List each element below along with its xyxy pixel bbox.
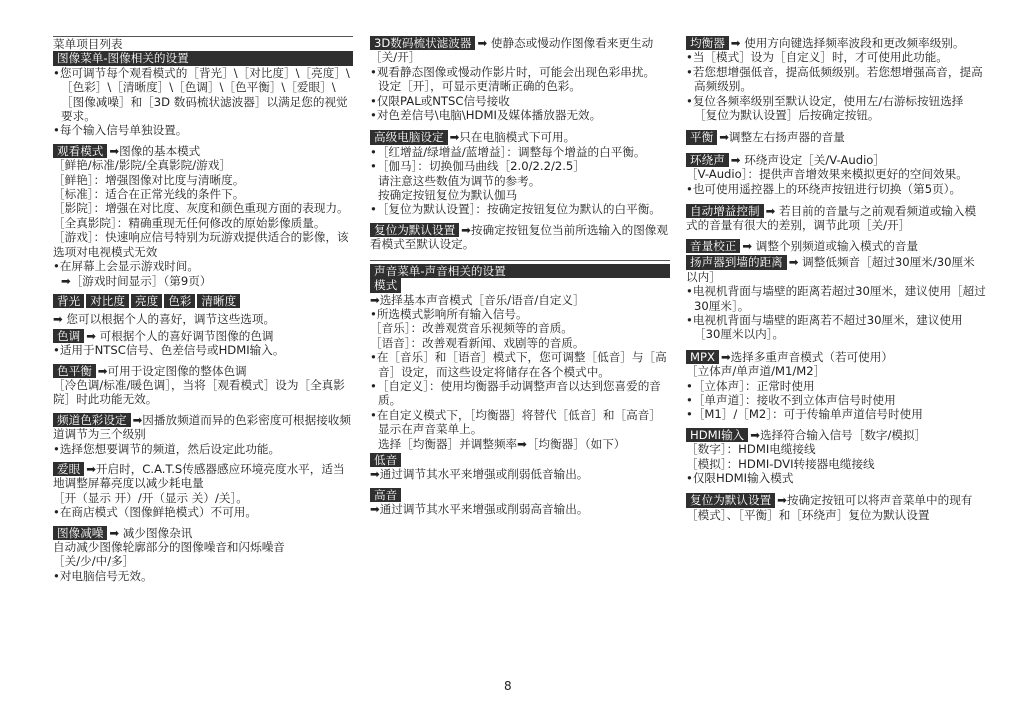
reset-sound-desc: ➡按确定按钮可以将声音菜单中的现有［模式］、［平衡］和［环绕声］复位为默认设置 [686,493,973,522]
eq-bullet: •当［模式］设为［自定义］时，才可使用此功能。 [686,50,948,65]
surround-bullet: •也可使用遥控器上的环绕声按钮进行切换（第5页）。 [686,181,962,196]
advanced-pc-section [370,130,670,216]
advanced-pc-bullet: •［复位为默认设置］：按确定按钮复位为默认的白平衡。 [370,202,661,217]
surround-desc: ➡ 环绕声设定［关/V-Audio］ [730,152,885,167]
viewing-mode-line: ［鲜艳］：增强图像对比度与清晰度。 [53,172,245,187]
viewing-mode-line: ［游戏］：快速响应信号特别为玩游戏提供适合的影像，该选项对电视模式无效 [53,230,349,259]
surround-line: ［V-Audio］：提供声音增效果来模拟更好的空间效果。 [686,167,968,182]
surround-section [686,153,986,196]
reset-picture-section [370,223,670,252]
viewing-mode-desc: ➡图像的基本模式 [109,143,201,158]
vol-corr-section [686,239,986,253]
treble-label: 高音 [370,488,401,502]
advanced-pc-bullet: •［红增益/绿增益/蓝增益］：调整每个增益的白平衡。 [370,144,646,159]
comb-desc: ➡ 使静态或慢动作图像看来更生动［关/开］ [370,36,654,65]
mpx-line: ［立体声/单声道/M1/M2］ [686,364,826,379]
mpx-bullet: •［单声道］：接收不到立体声信号时使用 [686,392,896,407]
eq-section [686,36,986,122]
hdmi-desc: ➡选择符合输入信号［数字/模拟］ [750,427,927,442]
band-color-bullet: •选择您想要调节的频道，然后设定此功能。 [53,441,281,456]
band-color-desc: ➡因播放频道而异的色彩密度可根据接收频道调节为三个级别 [53,412,351,442]
sound-menu-header: 声音菜单-声音相关的设置 [370,264,670,278]
mode-bullet: •［自定义］：使用均衡器手动调整声音以达到您喜爱的音质。 [370,378,661,408]
color-balance-section [53,364,353,407]
nr-bullet: •对电脑信号无效。 [53,568,153,583]
mode-desc: ➡选择基本声音模式［音乐/语音/自定义］ [370,292,585,307]
comb-bullet: •观看静态图像或慢动作影片时，可能会出现色彩串扰。 [370,64,656,79]
reset-picture-desc: ➡按确定按钮复位当前所选输入的图像观看模式至默认设定。 [370,222,668,252]
viewing-mode-section [53,144,353,288]
color-balance-line: ［冷色调/标准/暖色调］，当将［观看模式］设为［全真影院］时此功能无效。 [53,377,345,407]
bass-label: 低音 [370,453,401,467]
vol-corr-label: 音量校正 [686,239,740,253]
eq-bullet: •若您想增强低音，提高低频级别。若您想增强高音，提高高频级别。 [686,64,983,94]
advanced-pc-line: 请注意这些数值为调节的参考。 [378,173,541,188]
bass-desc: ➡通过调节其水平来增强或削弱低音输出。 [370,467,589,482]
wall-bullet: •电视机背面与墙壁的距离若超过30厘米，建议使用［超过30厘米］。 [686,284,986,313]
comb-section [370,36,670,122]
nr-line: ［关/少/中/多］ [53,554,135,569]
reset-sound-label: 复位为默认设置 [686,493,775,507]
mpx-desc: ➡选择多重声音模式（若可使用） [720,349,893,364]
menu-list-title: 菜单项目列表 [53,37,123,51]
intro-bullet: •您可调节每个观看模式的［背光］\［对比度］\［亮度］\［色彩］\［清晰度］\［色调］\［色平衡］\［爱眼］\［图像减噪］和［3D 数码梳状滤波器］以满足您的视觉要求。 [53,65,350,124]
agc-desc: ➡ 若目前的音量与之前观看频道或输入模式的音量有很大的差别，调节此项［关/开］ [686,204,977,233]
balance-desc: ➡调整左右扬声器的音量 [719,130,845,145]
reset-sound-section [686,493,986,522]
eq-label: 均衡器 [686,36,729,50]
advanced-pc-desc: ➡只在电脑模式下可用。 [449,130,576,145]
mpx-label: MPX [686,350,719,364]
hue-section [53,329,353,358]
mpx-section [686,350,986,422]
mode-bullet: •所选模式影响所有输入信号。 [370,306,528,321]
advanced-pc-line: 按确定按钮复位为默认伽马 [378,188,518,203]
viewing-mode-ref: ➡［游戏时间显示］（第9页） [61,273,212,288]
reset-picture-label: 复位为默认设置 [370,223,459,237]
mode-label: 模式 [370,278,401,292]
treble-section [370,488,670,517]
eq-bullet: •复位各频率级别至默认设定，使用左/右游标按钮选择［复位为默认设置］后按确定按钮。 [686,93,964,123]
surround-label: 环绕声 [686,153,729,167]
mpx-bullet: •［立体声］：正常时使用 [686,378,815,393]
brightness-label: 亮度 [131,294,162,308]
comb-bullet: •对色差信号\电脑\HDMI及媒体播放器无效。 [370,108,602,123]
wall-bullet: •电视机背面与墙壁的距离若不超过30厘米，建议使用［30厘米以内］。 [686,312,963,342]
nr-desc: ➡ 减少图像杂讯 [109,525,193,540]
treble-desc: ➡通过调节其水平来增强或削弱高音输出。 [370,502,589,517]
eco-bullet: •在商店模式（图像鲜艳模式）不可用。 [53,505,257,520]
eq-desc: ➡ 使用方向键选择频率波段和更改频率级别。 [730,36,965,50]
sharpness-label: 清晰度 [197,294,240,308]
vol-corr-desc: ➡ 调整个别频道或输入模式的音量 [742,238,919,253]
mode-line: 选择［均衡器］并调整频率➡［均衡器］（如下） [378,436,626,451]
color-balance-desc: ➡可用于设定图像的整体色调 [97,363,247,378]
nr-section [53,526,353,584]
color-label: 色彩 [164,294,195,308]
eco-line: ［开（显示 开）/开（显示 关）/关］。 [53,490,248,505]
hdmi-line: ［模拟］：HDMI-DVI转接器电缆接线 [686,456,875,471]
wall-label: 扬声器到墙的距离 [686,255,787,269]
band-color-section [53,413,353,456]
advanced-pc-bullet: •［伽马］：切换伽马曲线［2.0/2.2/2.5］ [370,159,585,174]
comb-label: 3D数码梳状滤波器 [370,36,475,50]
page-number: 8 [504,679,512,693]
band-color-label: 频道色彩设定 [53,413,131,427]
advanced-pc-label: 高级电脑设定 [370,130,448,144]
eco-desc: ➡开启时，C.A.T.S传感器感应环境亮度水平，适当地调整屏幕亮度以减少耗电量 [53,461,345,491]
comb-bullet: •仅限PAL或NTSC信号接收 [370,93,510,108]
wall-section [686,255,986,341]
hdmi-line: ［数字］：HDMI电缆接线 [686,442,816,457]
mode-bullet: •在自定义模式下，［均衡器］将替代［低音］和［高音］显示在声音菜单上。 [370,407,661,437]
agc-section [686,204,986,233]
eco-section [53,462,353,520]
sound-menu-section [370,260,670,451]
picture-menu-header: 图像菜单-图像相关的设置 [53,51,353,65]
adjust-section [53,294,353,327]
nr-label: 图像减噪 [53,526,107,540]
viewing-mode-label: 观看模式 [53,144,107,158]
agc-label: 自动增益控制 [686,204,764,218]
balance-label: 平衡 [686,130,717,144]
hue-desc: ➡ 可根据个人的喜好调节图像的色调 [86,328,274,343]
column-left [53,36,353,583]
comb-line: 设定［开］，可显示更清晰正确的色彩。 [378,79,581,94]
balance-section [686,130,986,144]
viewing-mode-line: ［标准］：适合在正常光线的条件下。 [53,187,245,202]
contrast-label: 对比度 [86,294,129,308]
backlight-label: 背光 [53,294,84,308]
color-balance-label: 色平衡 [53,364,96,378]
nr-line: 自动减少图像轮廓部分的图像噪音和闪烁噪音 [53,540,285,554]
wall-desc: ➡ 调整低频音［超过30厘米/30厘米以内］ [686,255,975,284]
viewing-mode-options: ［鲜艳/标准/影院/全真影院/游戏］ [53,158,231,173]
viewing-mode-bullet: •在屏幕上会显示游戏时间。 [53,259,199,274]
hdmi-bullet: •仅限HDMI输入模式 [686,470,794,485]
mpx-bullet: •［M1］/［M2］：可于传输单声道信号时使用 [686,407,923,422]
intro-bullet: •每个输入信号单独设置。 [53,123,188,138]
column-right [686,36,986,522]
mode-line: ［音乐］：改善观赏音乐视频等的音质。 [370,321,573,336]
hue-label: 色调 [53,329,84,343]
viewing-mode-line: ［影院］：增强在对比度、灰度和颜色重现方面的表现力。 [53,201,349,216]
hue-bullet: •适用于NTSC信号、色差信号或HDMI输入。 [53,343,285,358]
adjust-labels [53,294,353,308]
mode-line: ［语音］：改善观看新闻、戏剧等的音质。 [370,335,585,350]
hdmi-section [686,428,986,486]
adjust-desc: ➡ 您可以根据个人的喜好，调节这些选项。 [53,312,276,327]
column-middle [370,36,670,517]
hdmi-label: HDMI输入 [686,428,748,442]
mode-bullet: •在［音乐］和［语音］模式下，您可调整［低音］与［高音］设定，而这些设定将储存在各个模式中。 [370,350,667,379]
viewing-mode-line: ［全真影院］：精确重现无任何修改的原始影像质量。 [53,215,326,230]
bass-section [370,453,670,482]
eco-label: 爱眼 [53,462,84,476]
